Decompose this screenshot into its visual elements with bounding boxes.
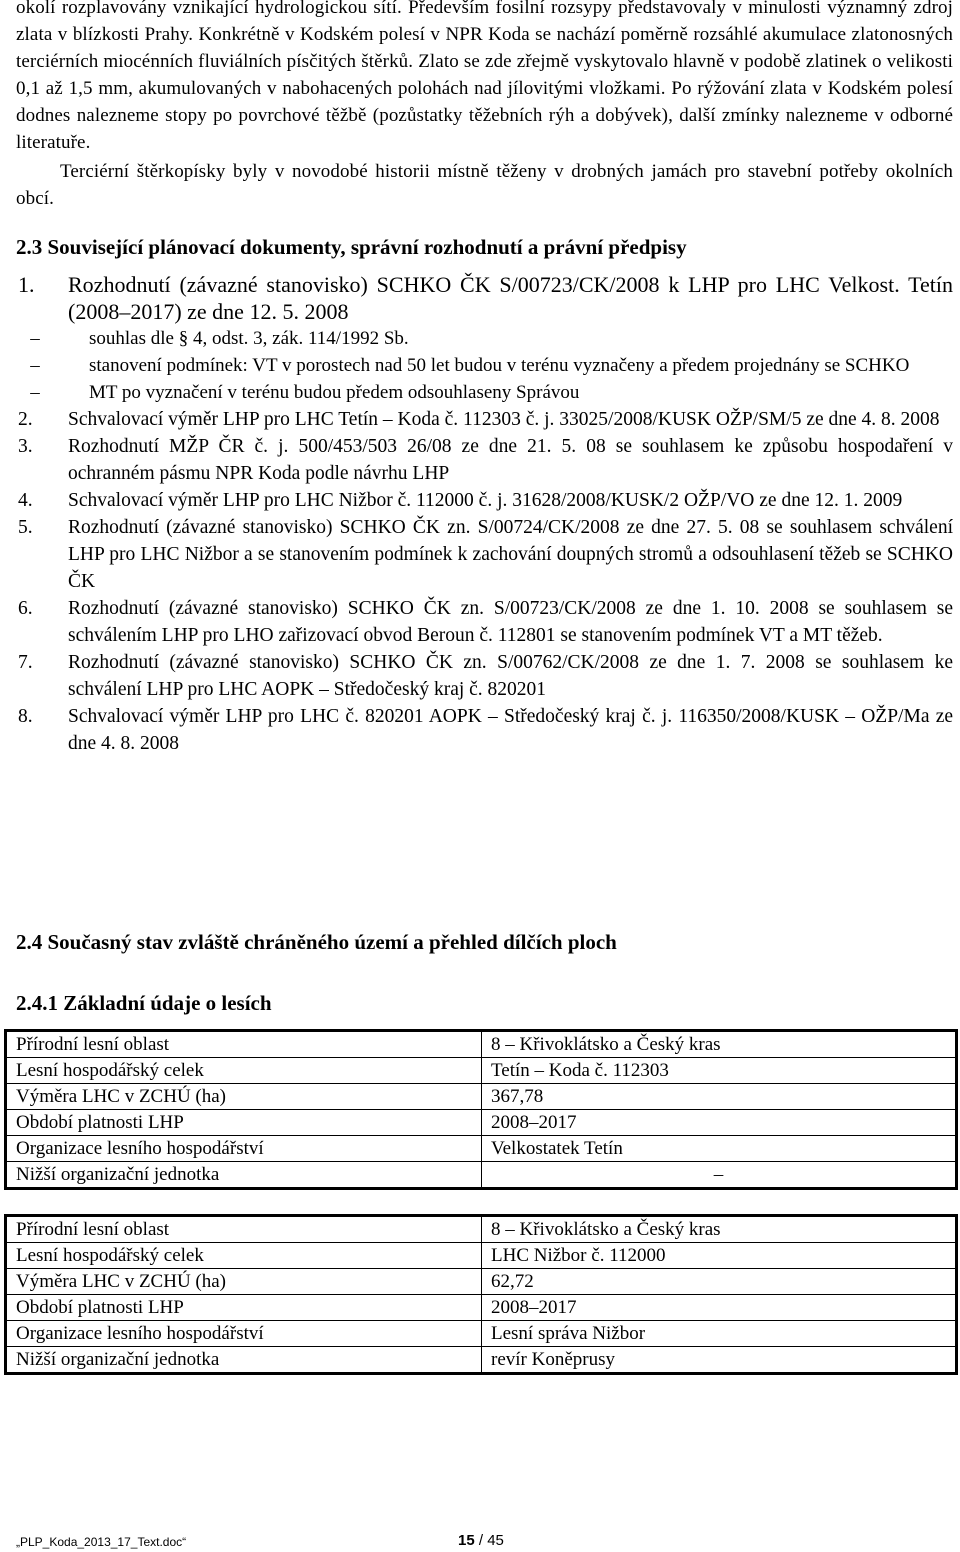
table-key-cell: Organizace lesního hospodářství (6, 1321, 482, 1347)
list-item (16, 595, 953, 649)
page-separator: / (474, 1532, 488, 1549)
list-item-text: Schvalovací výměr LHP pro LHC Tetín – Koda č. 112303 č. j. 33025/2008/KUSK OŽP/SM/5 ze dne 4. 8. 2008 (68, 409, 940, 430)
dash-bullet: – (30, 382, 40, 403)
table-key-cell: Výměra LHC v ZCHÚ (ha) (6, 1084, 482, 1110)
sub-list-item (16, 379, 953, 406)
list-number: 7. (18, 652, 33, 673)
section-heading-2-4-1: 2.4.1 Základní údaje o lesích (16, 991, 272, 1015)
table-key-cell: Přírodní lesní oblast (6, 1216, 482, 1243)
list-item (16, 271, 953, 325)
list-item-text: Rozhodnutí (závazné stanovisko) SCHKO ČK zn. S/00723/CK/2008 ze dne 1. 10. 2008 se souhlasem se schválením LHP pro LHO zařizovací obvod Beroun č. 112801 se stanovením podmínek VT a MT těžeb. (68, 598, 953, 646)
table-value-cell: 2008–2017 (482, 1295, 957, 1321)
list-number: 3. (18, 436, 33, 457)
table-row (6, 1321, 957, 1347)
list-item (16, 433, 953, 487)
page-footer (0, 1532, 960, 1552)
documents-list (16, 271, 953, 325)
table-key-cell: Nižší organizační jednotka (6, 1347, 482, 1374)
sub-list-item (16, 325, 953, 352)
forest-data-table-tetin (4, 1029, 958, 1190)
table-value-cell: 62,72 (482, 1269, 957, 1295)
section-heading-2-3: 2.3 Související plánovací dokumenty, správní rozhodnutí a právní předpisy (16, 235, 687, 259)
intro-paragraph-2: Terciérní štěrkopísky byly v novodobé historii místně těženy v drobných jamách pro stavební potřeby okolních obcí. (16, 161, 953, 209)
table-key-cell: Organizace lesního hospodářství (6, 1136, 482, 1162)
table-row (6, 1216, 957, 1243)
table-value-cell: 367,78 (482, 1084, 957, 1110)
table-value-cell: LHC Nižbor č. 112000 (482, 1243, 957, 1269)
table-key-cell: Výměra LHC v ZCHÚ (ha) (6, 1269, 482, 1295)
list-item (16, 406, 953, 433)
list-number: 6. (18, 598, 33, 619)
page-current: 15 (458, 1532, 475, 1549)
table-key-cell: Období platnosti LHP (6, 1110, 482, 1136)
list-item (16, 514, 953, 595)
table-key-cell: Lesní hospodářský celek (6, 1058, 482, 1084)
list-item (16, 487, 953, 514)
list-item-text: Rozhodnutí (závazné stanovisko) SCHKO ČK zn. S/00762/CK/2008 ze dne 1. 7. 2008 se souhlasem ke schválení LHP pro LHC AOPK – Středočeský kraj č. 820201 (68, 652, 953, 700)
list-number: 2. (18, 409, 33, 430)
list-number: 8. (18, 706, 33, 727)
table-key-cell: Nižší organizační jednotka (6, 1162, 482, 1189)
table-row (6, 1295, 957, 1321)
table-value-cell: Velkostatek Tetín (482, 1136, 957, 1162)
documents-list-continued (16, 406, 953, 757)
list-item (16, 649, 953, 703)
footer-filename: „PLP_Koda_2013_17_Text.doc“ (16, 1535, 187, 1549)
conditions-sublist (16, 325, 953, 406)
page-number (458, 1532, 504, 1549)
table-row (6, 1084, 957, 1110)
table-row (6, 1243, 957, 1269)
table-key-cell: Přírodní lesní oblast (6, 1031, 482, 1058)
table-row (6, 1031, 957, 1058)
list-item-text: Schvalovací výměr LHP pro LHC Nižbor č. 112000 č. j. 31628/2008/KUSK/2 OŽP/VO ze dne 12. 1. 2009 (68, 490, 903, 511)
dash-bullet: – (30, 355, 40, 376)
table-row (6, 1347, 957, 1374)
list-number: 1. (18, 272, 35, 297)
sub-list-item (16, 352, 953, 379)
forest-data-table-nizbor (4, 1214, 958, 1375)
sub-list-item-text: MT po vyznačení v terénu budou předem odsouhlaseny Správou (89, 382, 580, 403)
section-heading-2-4: 2.4 Současný stav zvláště chráněného území a přehled dílčích ploch (16, 930, 617, 954)
page-total: 45 (487, 1532, 504, 1549)
list-number: 5. (18, 517, 33, 538)
table-value-cell: – (482, 1162, 957, 1189)
table-row (6, 1110, 957, 1136)
table-row (6, 1162, 957, 1189)
table-value-cell: Tetín – Koda č. 112303 (482, 1058, 957, 1084)
table-value-cell: 2008–2017 (482, 1110, 957, 1136)
dash-bullet: – (30, 328, 40, 349)
sub-list-item-text: stanovení podmínek: VT v porostech nad 50 let budou v terénu vyznačeny a předem projednány se SCHKO (89, 355, 910, 376)
table-value-cell: revír Koněprusy (482, 1347, 957, 1374)
list-item-text: Rozhodnutí MŽP ČR č. j. 500/453/503 26/08 ze dne 21. 5. 08 se souhlasem ke způsobu hospodaření v ochranném pásmu NPR Koda podle návrhu LHP (68, 436, 953, 484)
document-page (16, 0, 953, 1015)
table-key-cell: Období platnosti LHP (6, 1295, 482, 1321)
table-key-cell: Lesní hospodářský celek (6, 1243, 482, 1269)
intro-paragraph: okolí rozplavovány vznikající hydrologickou sítí. Především fosilní rozsypy představovaly v minulosti významný zdroj zlata v blízkosti Prahy. Konkrétně v Kodském polesí v NPR Koda se nachází poměrně rozsáhlé akumulace zlatonosných terciérních miocénních fluviálních písčitých štěrků. Zlato se zde zřejmě vyskytovalo hlavně v podobě zlatinek o velikosti 0,1 až 1,5 mm, akumulovaných v nabohacených polohách nad jílovitými vložkami. Po rýžování zlata v Kodském polesí dodnes nalezneme stopy po povrchové těžbě (pozůstatky těžebních rýh a dobývek), další zmínky nalezneme v odborné literatuře. (16, 0, 953, 153)
table-value-cell: 8 – Křivoklátsko a Český kras (482, 1216, 957, 1243)
table-row (6, 1136, 957, 1162)
list-item (16, 703, 953, 757)
table-value-cell: Lesní správa Nižbor (482, 1321, 957, 1347)
sub-list-item-text: souhlas dle § 4, odst. 3, zák. 114/1992 Sb. (89, 328, 409, 349)
list-item-text: Rozhodnutí (závazné stanovisko) SCHKO ČK S/00723/CK/2008 k LHP pro LHC Velkost. Tetín (2008–2017) ze dne 12. 5. 2008 (68, 272, 953, 324)
list-item-text: Schvalovací výměr LHP pro LHC č. 820201 AOPK – Středočeský kraj č. j. 116350/2008/KUSK – OŽP/Ma ze dne 4. 8. 2008 (68, 706, 953, 754)
table-row (6, 1269, 957, 1295)
table-row (6, 1058, 957, 1084)
list-item-text: Rozhodnutí (závazné stanovisko) SCHKO ČK zn. S/00724/CK/2008 ze dne 27. 5. 08 se souhlasem schválení LHP pro LHC Nižbor a se stanovením podmínek k zachování doupných stromů a odsouhlasení těžeb se SCHKO ČK (68, 517, 953, 592)
list-number: 4. (18, 490, 33, 511)
table-value-cell: 8 – Křivoklátsko a Český kras (482, 1031, 957, 1058)
